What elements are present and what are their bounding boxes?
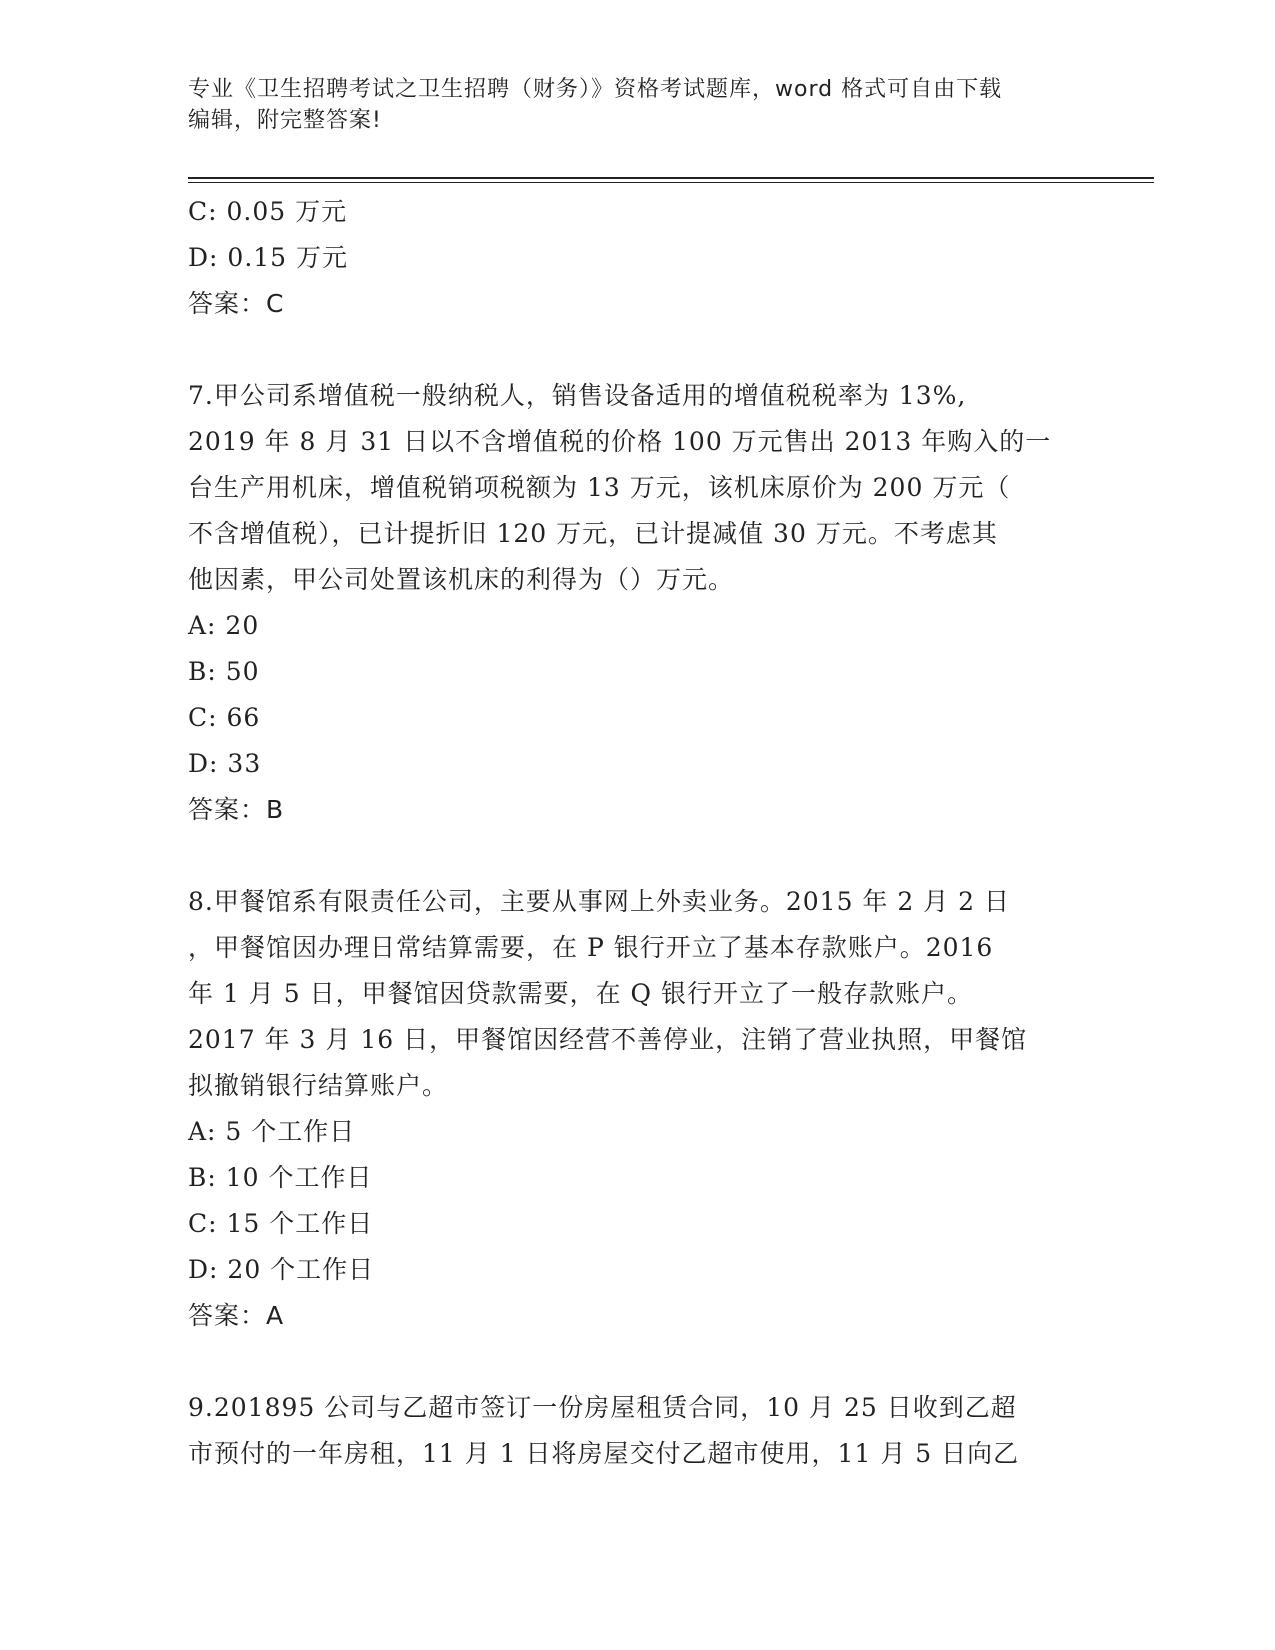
question-7-option-b: B: 50 bbox=[188, 657, 260, 686]
question-8-line: 拟撤销银行结算账户。 bbox=[188, 1071, 449, 1100]
question-8-line: 年 1 月 5 日，甲餐馆因贷款需要，在 Q 银行开立了一般存款账户。 bbox=[188, 979, 973, 1008]
prev-option-c: C: 0.05 万元 bbox=[188, 197, 348, 226]
spacer bbox=[188, 833, 1088, 879]
question-8-option-c: C: 15 个工作日 bbox=[188, 1209, 374, 1238]
question-7-line: 他因素，甲公司处置该机床的利得为（）万元。 bbox=[188, 565, 735, 594]
question-8-option-d: D: 20 个工作日 bbox=[188, 1255, 375, 1284]
spacer bbox=[188, 327, 1088, 373]
question-9-line: 9.201895 公司与乙超市签订一份房屋租赁合同，10 月 25 日收到乙超 bbox=[188, 1393, 1017, 1422]
question-7 bbox=[188, 373, 1088, 833]
question-8-option-a: A: 5 个工作日 bbox=[188, 1117, 356, 1146]
question-7-option-d: D: 33 bbox=[188, 749, 262, 778]
question-8-option-b: B: 10 个工作日 bbox=[188, 1163, 373, 1192]
question-9 bbox=[188, 1385, 1088, 1477]
spacer bbox=[188, 1339, 1088, 1385]
document-header bbox=[188, 74, 1088, 136]
question-content bbox=[188, 189, 1088, 1477]
question-7-line: 7.甲公司系增值税一般纳税人，销售设备适用的增值税税率为 13%, bbox=[188, 381, 967, 410]
question-8-answer: 答案：A bbox=[188, 1301, 285, 1330]
question-8-line: ，甲餐馆因办理日常结算需要，在 P 银行开立了基本存款账户。2016 bbox=[188, 933, 994, 962]
header-line-2: 编辑，附完整答案! bbox=[188, 108, 382, 133]
question-8 bbox=[188, 879, 1088, 1339]
question-7-line: 不含增值税），已计提折旧 120 万元，已计提减值 30 万元。不考虑其 bbox=[188, 519, 998, 548]
prev-option-d: D: 0.15 万元 bbox=[188, 243, 349, 272]
prev-answer: 答案：C bbox=[188, 289, 285, 318]
header-line-1: 专业《卫生招聘考试之卫生招聘（财务）》资格考试题库，word 格式可自由下载 bbox=[188, 77, 1003, 102]
question-7-answer: 答案：B bbox=[188, 795, 285, 824]
question-7-line: 2019 年 8 月 31 日以不含增值税的价格 100 万元售出 2013 年购入的一 bbox=[188, 427, 1052, 456]
question-8-line: 2017 年 3 月 16 日，甲餐馆因经营不善停业，注销了营业执照，甲餐馆 bbox=[188, 1025, 1028, 1054]
question-7-option-c: C: 66 bbox=[188, 703, 261, 732]
header-divider-thin bbox=[188, 182, 1154, 183]
question-8-line: 8.甲餐馆系有限责任公司，主要从事网上外卖业务。2015 年 2 月 2 日 bbox=[188, 887, 1011, 916]
header-divider-thick bbox=[188, 177, 1154, 179]
question-7-line: 台生产用机床，增值税销项税额为 13 万元，该机床原价为 200 万元（ bbox=[188, 473, 1011, 502]
question-9-line: 市预付的一年房租，11 月 1 日将房屋交付乙超市使用，11 月 5 日向乙 bbox=[188, 1439, 1020, 1468]
question-7-option-a: A: 20 bbox=[188, 611, 260, 640]
